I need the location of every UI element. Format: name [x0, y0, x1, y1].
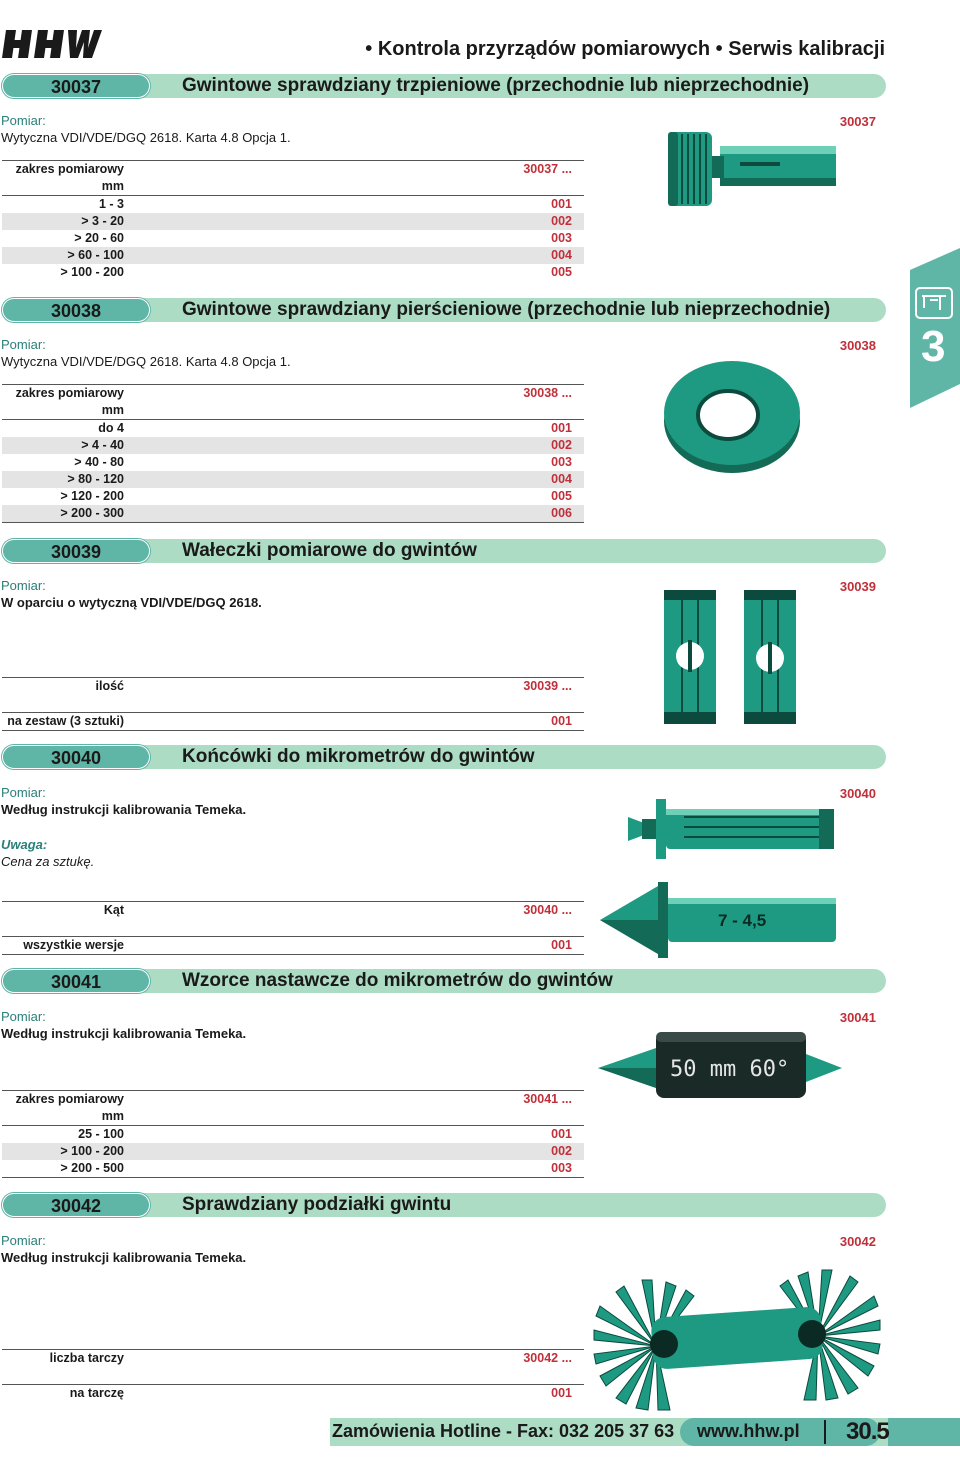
page-number: 30.5	[846, 1418, 889, 1445]
product-ref: 30037	[839, 114, 876, 129]
hhw-logo	[2, 28, 102, 60]
section-description: Wytyczna VDI/VDE/DGQ 2618. Karta 4.8 Opcja 1.	[1, 130, 291, 145]
section-number: 30041	[2, 969, 150, 993]
table-row: > 40 - 80 003	[74, 455, 572, 469]
note-text: Cena za sztukę.	[1, 854, 95, 869]
table-header-label: Kąt	[2, 902, 124, 920]
page-header-title: • Kontrola przyrządów pomiarowych • Serwis kalibracji	[365, 38, 885, 60]
pomiar-label: Pomiar:	[1, 1233, 46, 1248]
spec-table-30039	[2, 677, 584, 731]
pitch-gauge-image	[592, 1264, 884, 1414]
table-subheader: mm	[2, 178, 124, 196]
table-row: > 60 - 100 004	[2, 247, 584, 264]
table-row: > 120 - 200 005	[60, 489, 572, 503]
table-header-label: ilość	[2, 678, 124, 696]
section-header-30041	[2, 969, 886, 993]
section-title: Gwintowe sprawdziany trzpieniowe (przechodnie lub nieprzechodnie)	[182, 75, 810, 96]
section-header-30039	[2, 539, 886, 563]
setting-standard-image	[598, 1028, 842, 1102]
section-number: 30037	[2, 74, 150, 98]
table-header-code: 30038 ...	[124, 385, 584, 403]
table-row: > 100 - 200 005	[60, 265, 572, 279]
micrometer-cone-tip-image	[600, 880, 840, 960]
section-description: Według instrukcji kalibrowania Temeka.	[1, 802, 247, 817]
spec-table-30037	[2, 160, 584, 281]
table-header-code: 30041 ...	[124, 1091, 584, 1109]
product-ref: 30042	[839, 1234, 876, 1249]
section-title: Sprawdziany podziałki gwintu	[182, 1194, 452, 1215]
chapter-number: 3	[921, 322, 946, 371]
section-description: W oparciu o wytyczną VDI/VDE/DGQ 2618.	[1, 595, 262, 610]
table-subheader: mm	[2, 402, 124, 420]
section-description: Według instrukcji kalibrowania Temeka.	[1, 1250, 247, 1265]
table-row: > 80 - 120 004	[2, 471, 584, 488]
section-title: Końcówki do mikrometrów do gwintów	[182, 746, 535, 767]
table-header-label: liczba tarczy	[2, 1350, 124, 1368]
spec-table-30038	[2, 384, 584, 523]
section-description: Według instrukcji kalibrowania Temeka.	[1, 1026, 247, 1041]
thread-wires-image	[660, 588, 800, 726]
table-header-code: 30042 ...	[124, 1350, 584, 1368]
pomiar-label: Pomiar:	[1, 1009, 46, 1024]
table-row: wszystkie wersje 001	[2, 936, 584, 954]
product-ref: 30039	[839, 579, 876, 594]
section-title: Gwintowe sprawdziany pierścieniowe (przechodnie lub nieprzechodnie)	[182, 299, 831, 320]
table-row: do 4 001	[98, 421, 572, 435]
pomiar-label: Pomiar:	[1, 578, 46, 593]
footer-hotline: Zamówienia Hotline - Fax: 032 205 37 63	[332, 1421, 675, 1441]
section-number: 30039	[2, 539, 150, 563]
product-ref: 30041	[839, 1010, 876, 1025]
table-header-label: zakres pomiarowy	[2, 1091, 124, 1109]
table-row: > 3 - 20 002	[2, 213, 584, 230]
table-header-code: 30039 ...	[124, 678, 584, 696]
table-header-code: 30040 ...	[124, 902, 584, 920]
table-header-label: zakres pomiarowy	[2, 385, 124, 403]
product-ref: 30038	[839, 338, 876, 353]
table-row: > 200 - 500 003	[2, 1160, 584, 1178]
section-header-30040	[2, 745, 886, 769]
thread-plug-gauge-image	[660, 128, 840, 210]
spec-table-30040	[2, 901, 584, 955]
table-row: na zestaw (3 sztuki) 001	[2, 712, 584, 730]
product-ref: 30040	[839, 786, 876, 801]
section-number: 30038	[2, 298, 150, 322]
table-row: > 20 - 60 003	[74, 231, 572, 245]
pomiar-label: Pomiar:	[1, 113, 46, 128]
section-description: Wytyczna VDI/VDE/DGQ 2618. Karta 4.8 Opcja 1.	[1, 354, 291, 369]
table-header-label: zakres pomiarowy	[2, 161, 124, 179]
table-subheader: mm	[2, 1108, 124, 1126]
section-header-30042	[2, 1193, 886, 1217]
spec-table-30042	[2, 1349, 584, 1402]
table-row: 25 - 100 001	[78, 1127, 572, 1141]
micrometer-anvil-image	[624, 795, 840, 863]
spec-table-30041	[2, 1090, 584, 1178]
section-title: Wzorce nastawcze do mikrometrów do gwintów	[182, 970, 613, 991]
section-header-30038	[2, 298, 886, 322]
table-row: > 100 - 200 002	[2, 1143, 584, 1160]
pomiar-label: Pomiar:	[1, 337, 46, 352]
thread-ring-gauge-image	[662, 355, 802, 475]
section-header-30037	[2, 74, 886, 98]
table-row: > 4 - 40 002	[2, 437, 584, 454]
note-label: Uwaga:	[1, 837, 48, 852]
section-title: Wałeczki pomiarowe do gwintów	[182, 540, 477, 561]
footer-website-link[interactable]: www.hhw.pl	[697, 1421, 800, 1441]
table-row: 1 - 3 001	[98, 197, 572, 211]
pomiar-label: Pomiar:	[1, 785, 46, 800]
table-row: > 200 - 300 006	[2, 505, 584, 523]
table-header-code: 30037 ...	[124, 161, 584, 179]
standard-marking: 50 mm 60°	[670, 1057, 790, 1082]
tip-marking: 7 - 4,5	[718, 911, 767, 930]
table-row: na tarczę 001	[69, 1385, 572, 1400]
section-number: 30042	[2, 1193, 150, 1217]
section-number: 30040	[2, 745, 150, 769]
